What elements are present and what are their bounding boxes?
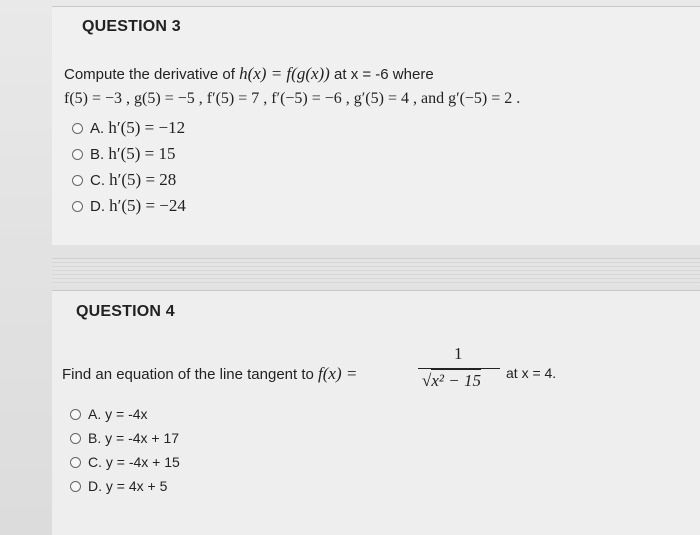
radio-button[interactable] xyxy=(70,457,81,468)
fraction xyxy=(418,344,502,400)
q3-option-d[interactable] xyxy=(72,196,186,216)
radio-button[interactable] xyxy=(70,433,81,444)
radio-button[interactable] xyxy=(72,123,83,134)
radicand: x² − 15 xyxy=(431,371,481,390)
question-separator xyxy=(52,258,700,285)
prompt-function: h(x) = f(g(x)) xyxy=(239,64,330,83)
prompt-prefix: Compute the derivative of xyxy=(64,66,240,83)
fraction-numerator: 1 xyxy=(454,344,463,363)
q4-option-b[interactable] xyxy=(70,430,179,446)
question-4-panel xyxy=(52,290,700,535)
radio-button[interactable] xyxy=(70,481,81,492)
question-4-suffix: at x = 4. xyxy=(506,365,557,381)
question-4-prompt xyxy=(62,364,357,384)
question-3-givens: f(5) = −3 , g(5) = −5 , f′(5) = 7 , f′(−5) = −6 , g′(5) = 4 , and g′(−5) = 2 . xyxy=(64,90,521,107)
option-letter: A. xyxy=(88,406,102,422)
option-text: y = -4x + 17 xyxy=(105,430,180,446)
option-text: h′(5) = 28 xyxy=(109,170,177,189)
sqrt-icon: √ xyxy=(422,371,432,390)
option-letter: C. xyxy=(90,171,105,189)
q3-option-b[interactable] xyxy=(72,144,176,164)
option-letter: D. xyxy=(90,197,105,215)
option-letter: B. xyxy=(88,430,102,446)
prompt-suffix: at x = -6 where xyxy=(329,66,434,83)
option-letter: D. xyxy=(88,478,102,494)
radio-button[interactable] xyxy=(72,149,83,160)
q4-option-a[interactable] xyxy=(70,406,148,422)
q3-option-c[interactable] xyxy=(72,170,176,190)
radio-button[interactable] xyxy=(70,409,81,420)
q3-option-a[interactable] xyxy=(72,118,185,138)
radio-button[interactable] xyxy=(72,175,83,186)
radio-button[interactable] xyxy=(72,201,83,212)
question-4-title: QUESTION 4 xyxy=(76,303,175,320)
option-text: h′(5) = −12 xyxy=(108,118,186,137)
option-letter: B. xyxy=(90,145,105,163)
option-text: h′(5) = −24 xyxy=(109,196,186,215)
question-3-title: QUESTION 3 xyxy=(82,18,181,35)
option-text: h′(5) = 15 xyxy=(108,144,176,163)
q4-option-c[interactable] xyxy=(70,454,180,470)
option-text: y = -4x xyxy=(105,406,148,422)
option-text: y = 4x + 5 xyxy=(105,478,168,494)
question-3-prompt xyxy=(64,64,434,84)
option-letter: C. xyxy=(88,454,102,470)
prompt-function: f(x) = xyxy=(318,364,358,383)
option-letter: A. xyxy=(90,119,105,137)
option-text: y = -4x + 15 xyxy=(105,454,180,470)
q4-option-d[interactable] xyxy=(70,478,167,494)
prompt-prefix: Find an equation of the line tangent to xyxy=(62,366,319,383)
fraction-denominator xyxy=(422,371,481,391)
